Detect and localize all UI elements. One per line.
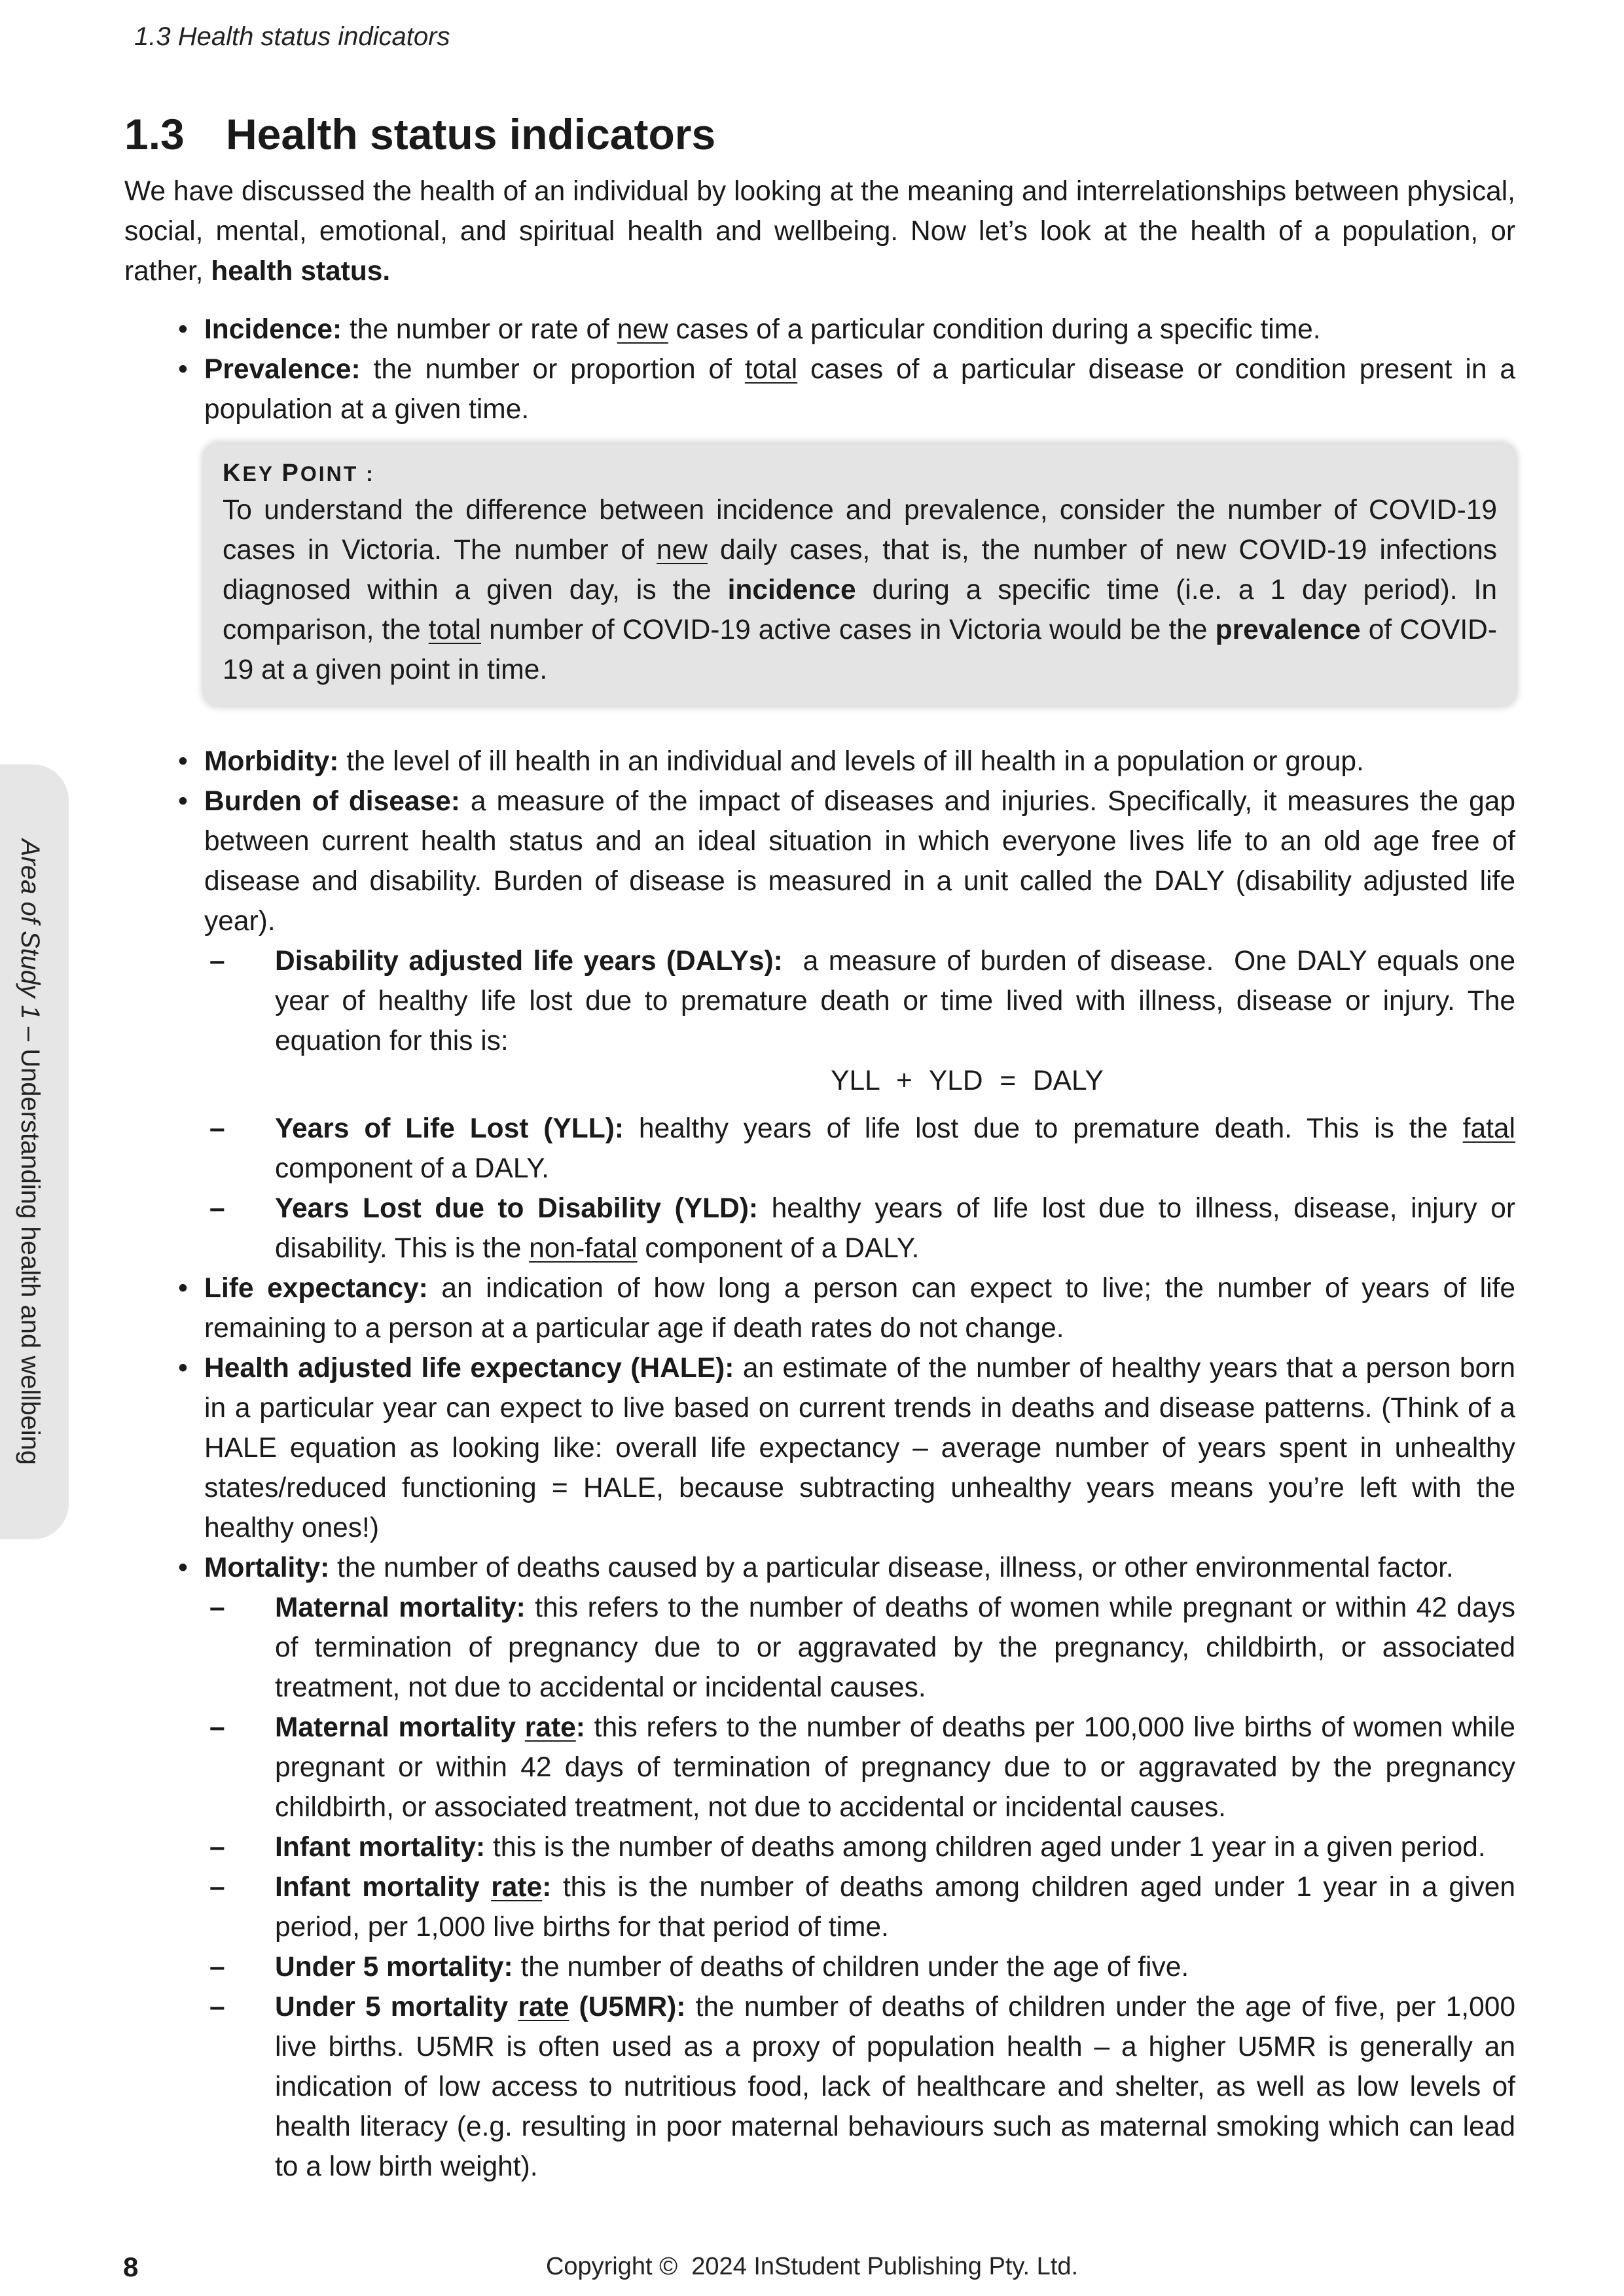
term-under5-mortality: Under 5 mortality: — [275, 1952, 513, 1982]
copyright-notice: Copyright © 2024 InStudent Publishing Pty. Ltd. — [545, 2253, 1079, 2280]
item-text: cases of a particular condition during a specific time. — [668, 314, 1321, 345]
sub-item-u5mr — [204, 1987, 1515, 2187]
list-item-mortality — [124, 1548, 1515, 2187]
term-morbidity: Morbidity: — [204, 746, 339, 777]
side-tab — [0, 764, 69, 1539]
term-part: Under 5 mortality — [275, 1992, 518, 2022]
sub-item-maternal-mortality-rate — [204, 1708, 1515, 1827]
kp-text: number of COVID-19 active cases in Victoria would be the — [481, 615, 1216, 645]
sub-item-infant-mortality — [204, 1827, 1515, 1867]
key-point-label — [223, 457, 1497, 490]
intro-paragraph — [124, 171, 1515, 291]
kp-text: To understand the difference between incidence and prevalence, consider the number of COVID-19 cases in Victoria. The number of — [223, 495, 1497, 565]
underlined-word: total — [744, 354, 798, 385]
term-part: Maternal mortality — [275, 1712, 525, 1743]
underlined-word: rate — [491, 1872, 543, 1903]
underlined-word: non-fatal — [529, 1233, 638, 1264]
term-hale: Health adjusted life expectancy (HALE): — [204, 1353, 734, 1384]
term-u5mr — [275, 1992, 685, 2022]
item-text: healthy years of life lost due to illness, disease, injury or disability. This is the — [275, 1193, 1515, 1264]
kp-text: during a specific time (i.e. a 1 day period). In comparison, the — [223, 575, 1497, 645]
term-part: Infant mortality — [275, 1872, 492, 1903]
term-yld: Years Lost due to Disability (YLD): — [275, 1193, 759, 1224]
item-text: an estimate of the number of healthy years that a person born in a particular year can expect to live based on current trends in deaths and disease patterns. (Think of a HALE equation as looking like: overall life expectancy – average number of years spent in unhealthy states/reduced functioning = HALE, because subtracting unhealthy years means you’re left with the healthy ones!) — [204, 1353, 1515, 1543]
underlined-word: fatal — [1462, 1113, 1515, 1144]
term-mortality: Mortality: — [204, 1552, 330, 1583]
term-part: : — [575, 1712, 585, 1743]
kp-label-part: K — [223, 459, 243, 487]
side-tab-topic: – Understanding health and wellbeing — [16, 1019, 45, 1465]
sub-item-maternal-mortality — [204, 1588, 1515, 1708]
kp-text: of COVID-19 at a given point in time. — [223, 615, 1497, 685]
item-text: this is the number of deaths among children aged under 1 year in a given period. — [485, 1832, 1486, 1863]
term-burden-of-disease: Burden of disease: — [204, 786, 460, 817]
indicator-list-1 — [124, 310, 1515, 429]
term-life-expectancy: Life expectancy: — [204, 1273, 428, 1304]
burden-sublist — [204, 941, 1523, 1268]
page-content — [124, 105, 1523, 2187]
item-text: the number or rate of — [342, 314, 617, 345]
kp-label-part: P — [281, 459, 300, 487]
section-number: 1.3 — [124, 110, 185, 158]
item-text: component of a DALY. — [637, 1233, 920, 1264]
underlined-word: total — [428, 615, 482, 645]
item-text: the number or proportion of — [360, 354, 745, 385]
underlined-word: rate — [524, 1712, 576, 1743]
item-text: the number of deaths of children under the age of five. — [513, 1952, 1189, 1982]
sub-item-daly — [204, 941, 1523, 1101]
item-text: this refers to the number of deaths of women while pregnant or within 42 days of termination of pregnancy due to or aggravated by the pregnancy, childbirth, or associated treatment, not due to accidental or incidental causes. — [275, 1592, 1516, 1703]
key-point-box — [204, 444, 1515, 706]
list-item-burden-of-disease — [124, 781, 1523, 1268]
kp-label-part: EY — [242, 462, 282, 486]
running-header: 1.3 Health status indicators — [134, 22, 450, 51]
term-part: (U5MR): — [569, 1992, 686, 2022]
term-maternal-mortality-rate — [275, 1712, 585, 1743]
underlined-word: new — [657, 535, 708, 565]
kp-label-part: OINT : — [300, 462, 375, 486]
list-item-incidence — [124, 310, 1515, 350]
underlined-word: new — [617, 314, 668, 345]
section-heading — [124, 105, 1515, 164]
item-text: the number of deaths of children under the age of five, per 1,000 live births. U5MR is often used as a proxy of population health – a higher U5MR is generally an indication of low access to nutritious food, lack of healthcare and shelter, as well as low levels of health literacy (e.g. resulting in poor maternal behaviours such as maternal smoking which can lead to a low birth weight). — [275, 1992, 1515, 2182]
key-point-text — [223, 490, 1497, 690]
sub-item-yll — [204, 1109, 1515, 1189]
item-text: a measure of burden of disease. One DALY equals one year of healthy life lost due to premature death or time lived with illness, disease or injury. The equation for this is: — [275, 946, 1523, 1056]
daly-equation: YLL + YLD = DALY — [831, 1066, 1104, 1096]
item-text: cases of a particular disease or condition present in a population at a given time. — [204, 354, 1515, 425]
term-maternal-mortality: Maternal mortality: — [275, 1592, 526, 1623]
sub-item-infant-mortality-rate — [204, 1867, 1515, 1947]
footer — [0, 2253, 1624, 2281]
term-part: : — [542, 1872, 552, 1903]
item-text: component of a DALY. — [275, 1153, 549, 1184]
side-tab-label — [0, 764, 64, 1539]
mortality-sublist — [204, 1588, 1515, 2187]
term-infant-mortality: Infant mortality: — [275, 1832, 486, 1863]
sub-item-under5-mortality — [204, 1947, 1515, 1987]
item-text: a measure of the impact of diseases and injuries. Specifically, it measures the gap between current health status and an ideal situation in which everyone lives life to an old age free of disease and disability. Burden of disease is measured in a unit called the DALY (disability adjusted life year). — [204, 786, 1515, 937]
section-title: Health status indicators — [226, 110, 716, 158]
list-item-morbidity — [124, 742, 1515, 781]
term-daly: Disability adjusted life years (DALYs): — [275, 946, 783, 977]
kp-bold: incidence — [727, 575, 856, 605]
list-item-hale — [124, 1348, 1515, 1548]
intro-text: We have discussed the health of an individual by looking at the meaning and interrelationships between physical, social, mental, emotional, and spiritual health and wellbeing. Now let’s look at the health of a population, or rather, — [124, 176, 1515, 287]
item-text: healthy years of life lost due to premature death. This is the — [624, 1113, 1463, 1144]
page-number: 8 — [123, 2251, 139, 2282]
item-text: an indication of how long a person can expect to live; the number of years of life remaining to a person at a particular age if death rates do not change. — [204, 1273, 1515, 1344]
intro-bold: health status. — [211, 256, 391, 287]
item-text: this is the number of deaths among children aged under 1 year in a given period, per 1,000 live births for that period of time. — [275, 1872, 1515, 1943]
term-incidence: Incidence: — [204, 314, 342, 345]
list-item-prevalence — [124, 350, 1515, 429]
side-tab-area: Area of Study 1 — [16, 838, 45, 1020]
term-infant-mortality-rate — [275, 1872, 551, 1903]
list-item-life-expectancy — [124, 1268, 1515, 1348]
underlined-word: rate — [518, 1992, 569, 2022]
term-yll: Years of Life Lost (YLL): — [275, 1113, 624, 1144]
kp-text: daily cases, that is, the number of new COVID-19 infections diagnosed within a given day, is the — [223, 535, 1497, 605]
sub-item-yld — [204, 1189, 1515, 1268]
term-prevalence: Prevalence: — [204, 354, 361, 385]
item-text: this refers to the number of deaths per 100,000 live births of women while pregnant or within 42 days of termination of pregnancy due to or aggravated by the pregnancy childbirth, or associated treatment, not due to accidental or incidental causes. — [275, 1712, 1516, 1823]
item-text: the level of ill health in an individual and levels of ill health in a population or group. — [338, 746, 1364, 777]
kp-bold: prevalence — [1215, 615, 1361, 645]
indicator-list-2 — [124, 742, 1523, 2187]
item-text: the number of deaths caused by a particular disease, illness, or other environmental factor. — [329, 1552, 1454, 1583]
